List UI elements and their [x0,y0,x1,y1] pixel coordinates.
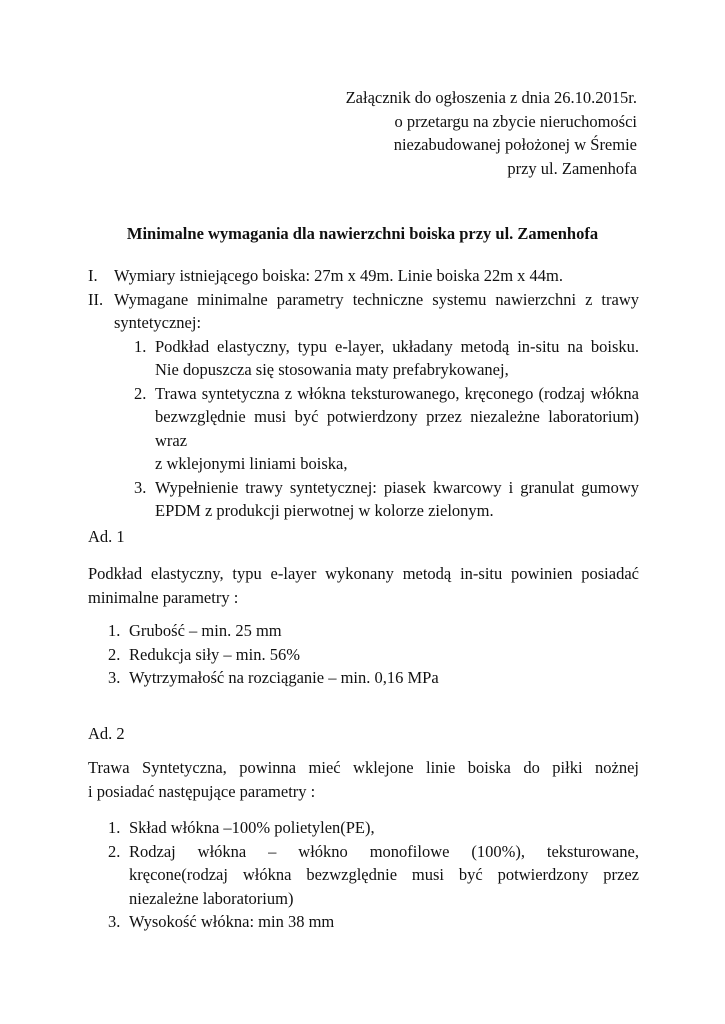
paragraph-line: i posiadać następujące parametry : [88,781,316,801]
list-marker: 3. [134,477,147,497]
list-item [134,382,639,476]
ad1-heading: Ad. 1 [88,527,125,546]
list-line: Wypełnienie trawy syntetycznej: piasek kwarcowy i granulat gumowy [155,477,639,497]
header-line: niezabudowanej położonej w Śremie [393,135,637,154]
ad2-intro [88,756,639,803]
list-line: Wysokość włókna: min 38 mm [129,912,335,931]
list-line: Wytrzymałość na rozciąganie – min. 0,16 MPa [129,668,439,687]
paragraph-line: Trawa Syntetyczna, powinna mieć wklejone linie boiska do piłki nożnej [88,758,639,777]
list-line: bezwzględnie musi być potwierdzony przez niezależne laboratorium) wraz [155,407,639,450]
list-line: Trawa syntetyczna z włókna teksturowanego, kręconego (rodzaj włókna [155,383,639,403]
list-item [108,666,639,690]
list-line: Skład włókna –100% polietylen(PE), [129,818,375,837]
ad2-heading: Ad. 2 [88,724,125,743]
header-line: Załącznik do ogłoszenia z dnia 26.10.2015r. [345,88,637,107]
list-item [108,643,639,667]
section-marker: I. [88,266,98,285]
list-marker: 2. [108,644,121,664]
header-line: o przetargu na zbycie nieruchomości [394,111,637,131]
list-marker: 3. [108,668,121,687]
section-marker: II. [88,289,104,309]
document-title: Minimalne wymagania dla nawierzchni boiska przy ul. Zamenhofa [126,224,599,243]
list-marker: 2. [134,383,147,403]
ad1-list [88,619,639,690]
list-marker: 1. [108,621,121,640]
list-marker: 1. [134,336,147,356]
section-text: syntetycznej: [114,313,202,332]
list-line: Podkład elastyczny, typu e-layer, układany metodą in-situ na boisku. [155,336,639,356]
list-line: Nie dopuszcza się stosowania maty prefabrykowanej, [155,360,509,379]
list-marker: 3. [108,912,121,931]
paragraph-line: minimalne parametry : [88,587,239,607]
list-marker: 1. [108,818,121,837]
list-line: Grubość – min. 25 mm [129,621,282,640]
section-ii-items [88,335,639,523]
section-i [88,264,639,288]
list-line: niezależne laboratorium) [129,888,294,908]
paragraph-line: Podkład elastyczny, typu e-layer wykonany metodą in-situ powinien posiadać [88,564,639,583]
list-item [134,476,639,523]
list-line: EPDM z produkcji pierwotnej w kolorze zielonym. [155,501,494,520]
list-line: Redukcja siły – min. 56% [129,644,300,664]
section-ii [88,288,639,335]
list-line: kręcone(rodzaj włókna bezwzględnie musi być potwierdzony przez [129,865,639,884]
list-item [134,335,639,382]
list-item [108,910,639,934]
ad2-list [88,816,639,934]
list-item [108,840,639,911]
list-item [108,619,639,643]
section-text: Wymiary istniejącego boiska: 27m x 49m. Linie boiska 22m x 44m. [114,266,564,285]
header-line: przy ul. Zamenhofa [507,158,637,178]
ad1-intro [88,562,639,609]
requirements-section [88,264,639,523]
list-marker: 2. [108,841,121,861]
list-line: z wklejonymi liniami boiska, [155,454,348,473]
attachment-header [346,86,637,180]
list-line: Rodzaj włókna – włókno monofilowe (100%), teksturowane, [129,841,639,861]
section-text: Wymagane minimalne parametry techniczne systemu nawierzchni z trawy [114,289,639,309]
list-item [108,816,639,840]
